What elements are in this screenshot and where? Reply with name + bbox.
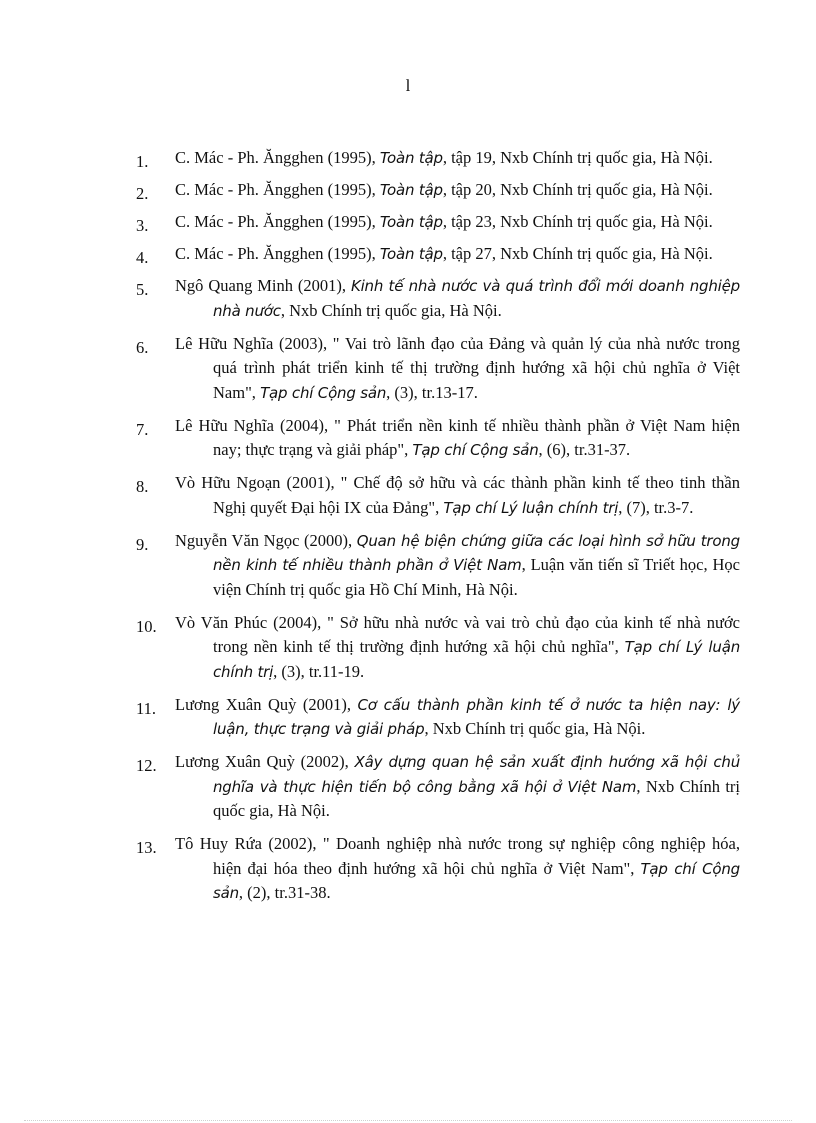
reference-item [136,693,740,742]
reference-text: Lê Hữu Nghĩa (2003), " Vai trò lãnh đạo của Đảng và quản lý của nhà nước trong quá trình phát triển kinh tế thị trường định hướng xã hội chủ nghĩa ở Việt Nam", [175,333,740,402]
reference-text: Vò Văn Phúc (2004), " Sở hữu nhà nước và vai trò chủ đạo của kinh tế nhà nước trong nền kinh tế thị trường định hướng xã hội chủ nghĩa", [175,612,740,656]
reference-text: Lương Xuân Quỳ (2001), [175,694,358,714]
reference-details: , (7), tr.3-7. [618,497,694,517]
reference-title: Toàn tập [379,181,443,199]
reference-text: Lương Xuân Quỳ (2002), [175,752,355,771]
reference-number: 7. [136,419,149,439]
reference-details: , Nxb Chính trị quốc gia, Hà Nội. [213,776,740,820]
reference-title: Tạp chí Cộng sản [260,383,387,402]
reference-details: , (3), tr.11-19. [273,661,365,681]
reference-item [136,414,740,463]
reference-number: 8. [136,477,149,496]
reference-details: , Nxb Chính trị quốc gia, Hà Nội. [424,719,646,738]
reference-number: 3. [136,216,149,235]
reference-item [136,332,740,406]
reference-text: Lê Hữu Nghĩa (2004), " Phát triển nền kinh tế nhiều thành phần ở Việt Nam hiện nay; thực trạng và giải pháp", [175,415,740,459]
reference-text: C. Mác - Ph. Ăngghen (1995), [175,212,380,231]
reference-title: Toàn tập [379,245,443,263]
reference-details: , tập 19, Nxb Chính trị quốc gia, Hà Nội. [442,148,713,167]
reference-number: 2. [136,184,149,203]
reference-title: Xây dựng quan hệ sản xuất định hướng xã hội chủ nghĩa và thực hiện tiến bộ công bằng xã hội ở Việt Nam [213,753,740,796]
reference-title: Tạp chí Cộng sản [213,859,740,902]
reference-title: Quan hệ biện chứng giữa các loại hình sở hữu trong nền kinh tế nhiều thành phần ở Việt Nam [213,531,741,574]
reference-list [136,146,740,914]
reference-details: , (6), tr.31-37. [538,440,631,459]
reference-text: Vò Hữu Ngoạn (2001), " Chế độ sở hữu và các thành phần kinh tế theo tinh thần Nghị quyết Đại hội IX của Đảng", [175,473,740,517]
reference-item [136,750,740,824]
reference-text: C. Mác - Ph. Ăngghen (1995), [175,244,380,263]
reference-number: 12. [136,756,157,775]
reference-details: , tập 23, Nxb Chính trị quốc gia, Hà Nội. [442,212,713,231]
reference-details: , Nxb Chính trị quốc gia, Hà Nội. [280,300,502,320]
reference-details: , tập 27, Nxb Chính trị quốc gia, Hà Nội. [442,244,713,263]
reference-details: , (2), tr.31-38. [238,883,331,902]
reference-title: Toàn tập [379,149,443,167]
reference-item [136,274,740,323]
reference-number: 4. [136,248,149,267]
reference-item [136,529,740,603]
reference-title: Tạp chí Lý luận chính trị [443,498,619,517]
reference-number: 1. [136,152,149,171]
reference-title: Tạp chí Cộng sản [412,441,539,459]
reference-title: Tạp chí Lý luận chính trị [213,638,740,681]
reference-title: Cơ cấu thành phần kinh tế ở nước ta hiện nay: lý luận, thực trạng và giải pháp [213,695,740,738]
reference-text: Nguyễn Văn Ngọc (2000), [175,530,357,550]
reference-item [136,146,740,171]
page-bottom-divider [24,1120,792,1121]
reference-number: 5. [136,280,149,299]
reference-number: 9. [136,534,149,554]
reference-text: C. Mác - Ph. Ăngghen (1995), [175,148,380,167]
reference-text: Tô Huy Rứa (2002), " Doanh nghiệp nhà nước trong sự nghiệp công nghiệp hóa, hiện đại hóa theo định hướng xã hội chủ nghĩa ở Việt Nam", [175,834,740,878]
page-number: l [405,76,411,95]
reference-item [136,471,740,520]
reference-details: , Luận văn tiến sĩ Triết học, Học viện Chính trị quốc gia Hồ Chí Minh, Hà Nội. [213,555,740,599]
reference-item [136,832,740,906]
reference-number: 6. [136,337,149,357]
reference-item [136,210,740,235]
reference-item [136,178,740,203]
reference-title: Toàn tập [379,213,443,231]
reference-title: Kinh tế nhà nước và quá trình đổi mới doanh nghiệp nhà nước [213,277,740,320]
reference-item [136,242,740,267]
reference-number: 10. [136,616,157,636]
reference-number: 13. [136,838,157,857]
reference-item [136,611,740,685]
reference-details: , tập 20, Nxb Chính trị quốc gia, Hà Nội. [442,180,713,199]
reference-details: , (3), tr.13-17. [386,382,478,402]
reference-text: C. Mác - Ph. Ăngghen (1995), [175,180,380,199]
reference-number: 11. [136,698,157,718]
reference-text: Ngô Quang Minh (2001), [175,276,351,295]
